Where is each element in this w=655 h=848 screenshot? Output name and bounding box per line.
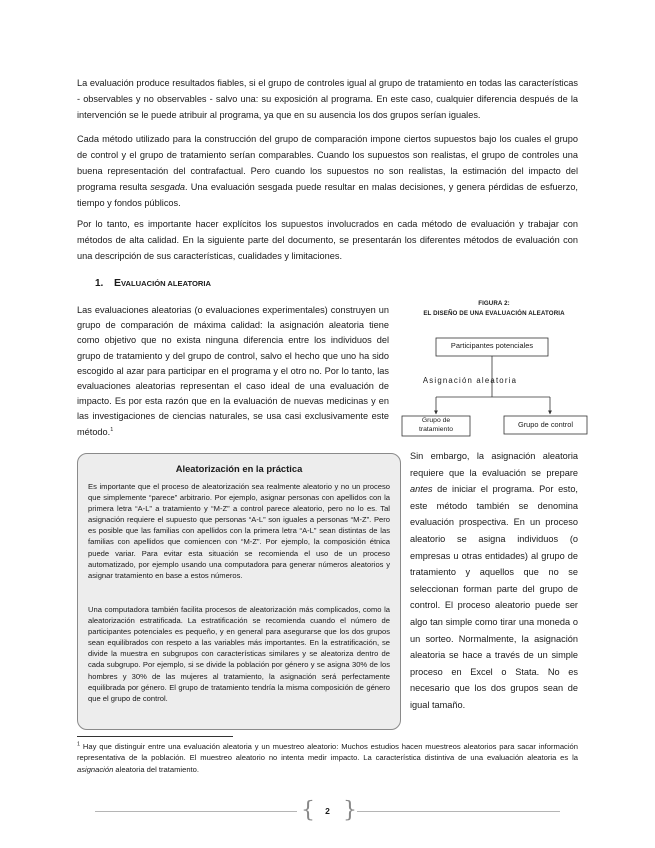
footnote-text-before: Hay que distinguir entre una evaluación aleatoria y un muestreo aleatorio: Muchos estudios hacen muestreos aleatorios para sacar información representativa de la población. El muestreo aleatorio no intenta medir impacto. La característica distintiva de una evaluación aleatoria es la — [77, 742, 578, 763]
section-title-initial: E — [114, 277, 122, 289]
footer-brace-right: } — [343, 798, 357, 823]
section-heading — [95, 277, 211, 289]
left-column-body: Las evaluaciones aleatorias (o evaluaciones experimentales) construyen un grupo de comparación de máxima calidad: la asignación aleatoria tiene como objetivo que no exista ninguna diferencia entre los individuos del grupo de tratamiento y del grupo de control, salvo el hecho que uno ha sido escogido al azar para participar en el programa y el otro no. Por lo tanto, las evaluaciones aleatorias representan el caso ideal de una evaluación de impacto. Es por esta razón que en la evaluación de nuevas medicinas y en las investigaciones de ciencias naturales, se usa casi exclusivamente este método. — [77, 305, 389, 437]
random-assignment-diagram — [400, 327, 590, 442]
intro-paragraph-3: Por lo tanto, es importante hacer explícitos los supuestos involucrados en cada método de evaluación y trabajar con métodos de alta calidad. En la siguiente parte del documento, se presentarán los diferentes métodos de evaluación con una descripción de sus características, cualidades y limitaciones. — [77, 219, 578, 261]
left-column-text — [77, 303, 389, 440]
treatment-node — [402, 416, 470, 434]
emphasis-asignacion: asignación — [77, 764, 114, 774]
footnote-number: 1 — [77, 741, 81, 748]
right-column-text-after: de iniciar el programa. Por esto, este método también se denomina evaluación prospectiva. En un proceso aleatorio se asigna individuos (o empresas u otras entidades) al grupo de tratamiento y aquellos que no se seleccionan forman parte del grupo de control. El proceso aleatorio puede ser algo tan simple como tirar una moneda o un sorteo. Normalmente, la asignación aleatoria se hace a través de un simple proceso en Excel o Stata. No es necesario que los dos grupos sean de igual tamaño. — [410, 484, 578, 710]
participants-node: Participantes potenciales — [450, 341, 534, 350]
emphasis-sesgada: sesgada — [150, 181, 186, 192]
footer-rule-left — [95, 811, 297, 812]
section-number: 1. — [95, 278, 104, 289]
emphasis-antes: antes — [410, 484, 433, 495]
intro-paragraph-2-text-after: . Una evaluación sesgada puede resultar en malas decisiones, y genera pérdidas de esfuerzo, tiempo y fondos públicos. — [77, 181, 578, 208]
page-number: 2 — [325, 806, 330, 816]
footnote-text-after: aleatoria del tratamiento. — [113, 764, 200, 774]
footnote — [77, 741, 578, 775]
intro-paragraph-1: La evaluación produce resultados fiables, si el grupo de controles igual al grupo de tratamiento en todas las características - observables y no observables - salvo una: su exposición al programa. En este caso, cualquier diferencia después de la intervención se le puede atribuir al programa, ya que en su ausencia los dos grupos serían iguales. — [77, 78, 578, 120]
footer-brace-left: { — [301, 798, 315, 823]
section-title-rest: VALUACIÓN ALEATORIA — [121, 279, 212, 288]
assignment-label: Asignación aleatoria — [422, 376, 518, 385]
page-footer — [95, 797, 560, 827]
treatment-node-line-2: tratamiento — [418, 426, 453, 433]
intro-paragraph-2-text-before: Cada método utilizado para la construcción del grupo de comparación impone ciertos supuestos bajo los cuales el grupo de control y el grupo de tratamiento serían comparables. Cuando los supuestos son realistas, el grupo de controles una buena representación del contrafactual. Pero cuando los supuestos no son realistas, la estimación del impacto del programa resulta — [77, 134, 578, 192]
sidebar-box — [77, 453, 401, 730]
figure-label: FIGURA 2: — [478, 300, 510, 307]
footnote-reference[interactable]: 1 — [110, 426, 114, 433]
intro-paragraph-2 — [77, 132, 578, 212]
right-column-text — [410, 448, 578, 714]
control-node: Grupo de control — [517, 420, 574, 429]
sidebar-box-title: Aleatorización en la práctica — [175, 463, 303, 474]
sidebar-paragraph-1: Es importante que el proceso de aleatorización sea realmente aleatorio y no un proceso que simplemente “parece” arbitrario. Por ejemplo, asignar personas con apellidos con la primera letra “A-L” a tratamiento y “M-Z” a control parece aleatorio, pero no lo es. Tal asignación requiere el supuesto que personas “A-L” son iguales a personas “M-Z”. Pero es posible que las familias con apellidos con la primera letra “A-L” sean distintas de las familias con apellidos que comiencen con “M-Z”. Por ejemplo, la composición étnica puede variar. Para evitar esta situación se recomienda el uso de un proceso automatizado, por ejemplo usando una computadora para generar números aleatorios y asignar tratamiento en base a estos números. — [88, 482, 390, 580]
sidebar-paragraph-2: Una computadora también facilita procesos de aleatorización más complicados, como la aleatorización estratificada. La estratificación se recomienda cuando el número de participantes potenciales es pequeño, y en general para asegurarse que los dos grupos sean equilibrados con respeto a las variables más importantes. En la estratificación, se divide la muestra en subgrupos con características similares y se aleatoriza dentro de cada subgrupo. Por ejemplo, si se divide la población por género y se asigna 30% de los hombres y 30% de las mujeres al tratamiento, la asignación será perfectamente equilibrada por género. El grupo de tratamiento tendría la misma composición de género que el grupo de control. — [88, 605, 390, 703]
right-column-text-before: Sin embargo, la asignación aleatoria requiere que la evaluación se prepare — [410, 451, 578, 478]
treatment-node-line-1: Grupo de — [421, 417, 451, 424]
footer-rule-right — [357, 811, 560, 812]
figure-caption: EL DISEÑO DE UNA EVALUACIÓN ALEATORIA — [423, 310, 565, 317]
footnote-divider — [77, 736, 233, 737]
